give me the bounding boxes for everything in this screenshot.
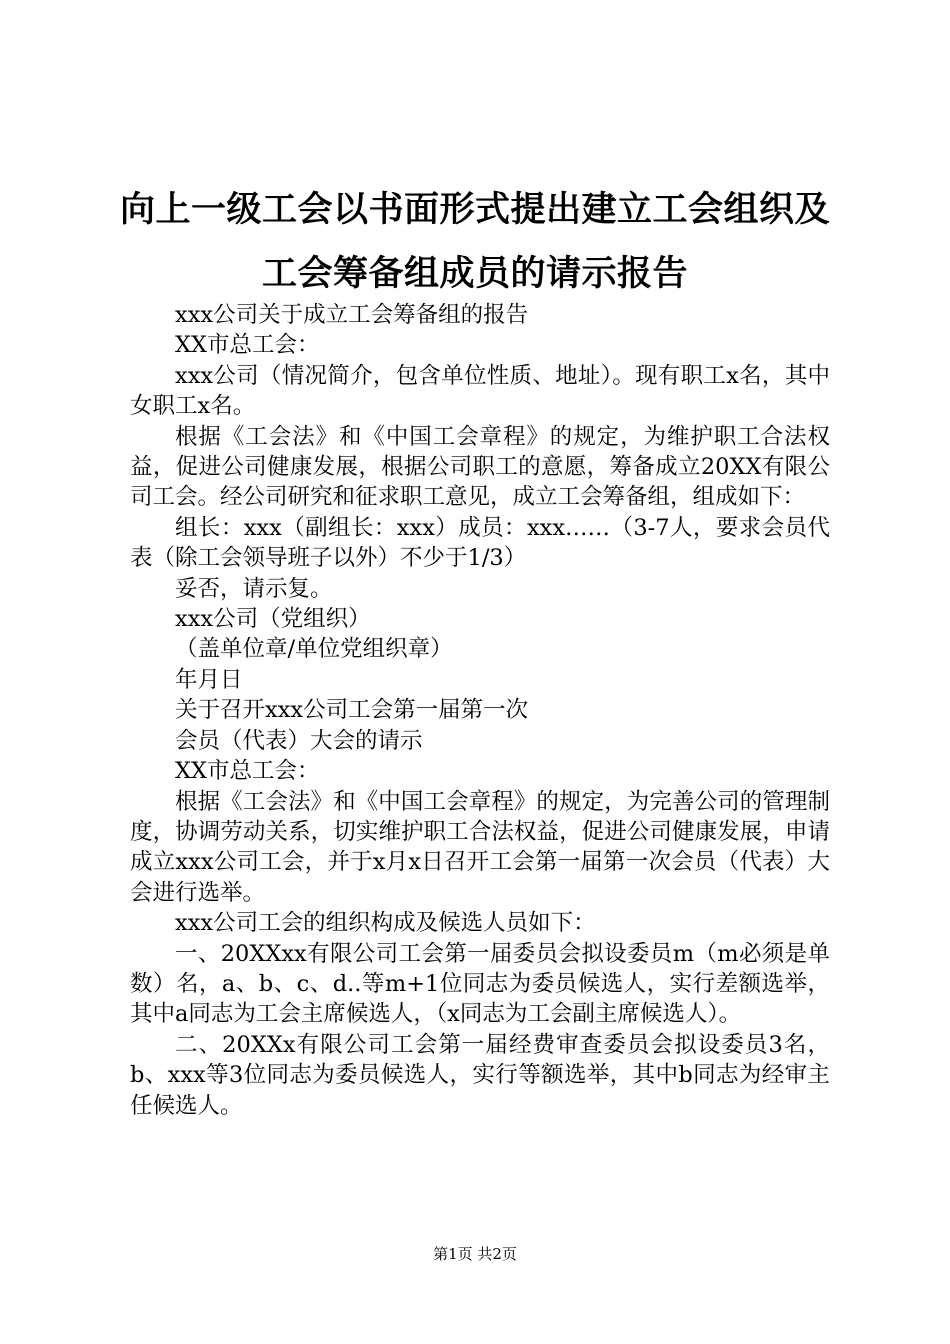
document-title <box>120 178 830 306</box>
paragraph: 妥否，请示复。 <box>175 575 333 602</box>
title-line-1: 向上一级工会以书面形式提出建立工会组织及 <box>120 189 831 230</box>
paragraph: 会员（代表）大会的请示 <box>175 727 423 754</box>
paragraph: 根据《工会法》和《中国工会章程》的规定，为维护职工合法权益，促进公司健康发展，根据公司职工的意愿，筹备成立20XX有限公司工会。经公司研究和征求职工意见，成立工会筹备组，组成如下： <box>130 423 830 511</box>
page-footer <box>0 1244 950 1264</box>
paragraph: （盖单位章/单位党组织章） <box>175 636 453 663</box>
paragraph: 一、20XXxx有限公司工会第一届委员会拟设委员m（m必须是单数）名，a、b、c、d..等m+1位同志为委员候选人，实行差额选举，其中a同志为工会主席候选人，（x同志为工会副主席候选人）。 <box>130 940 830 1028</box>
document-body <box>130 300 830 1121</box>
paragraph: XX市总工会： <box>175 758 320 785</box>
paragraph: 关于召开xxx公司工会第一届第一次 <box>175 697 529 724</box>
title-line-2: 工会筹备组成员的请示报告 <box>261 253 688 294</box>
paragraph: 二、20XXx有限公司工会第一届经费审查委员会拟设委员3名，b、xxx等3位同志为委员候选人，实行等额选举，其中b同志为经审主任候选人。 <box>130 1031 830 1119</box>
paragraph: xxx公司工会的组织构成及候选人员如下： <box>175 910 596 937</box>
paragraph: xxx公司（党组织） <box>175 606 371 633</box>
paragraph: 根据《工会法》和《中国工会章程》的规定，为完善公司的管理制度，协调劳动关系，切实维护职工合法权益，促进公司健康发展，申请成立xxx公司工会，并于x月x日召开工会第一届第一次会员（代表）大会进行选举。 <box>130 788 830 906</box>
paragraph: 年月日 <box>175 666 243 693</box>
paragraph: xxx公司关于成立工会筹备组的报告 <box>175 302 529 328</box>
paragraph: xxx公司（情况简介，包含单位性质、地址）。现有职工x名，其中女职工x名。 <box>130 362 830 420</box>
page-number: 第1页 共2页 <box>433 1245 517 1263</box>
paragraph: 组长：xxx（副组长：xxx）成员：xxx……（3-7人，要求会员代表（除工会领导班子以外）不少于1/3） <box>130 514 830 572</box>
paragraph: XX市总工会： <box>175 332 320 359</box>
